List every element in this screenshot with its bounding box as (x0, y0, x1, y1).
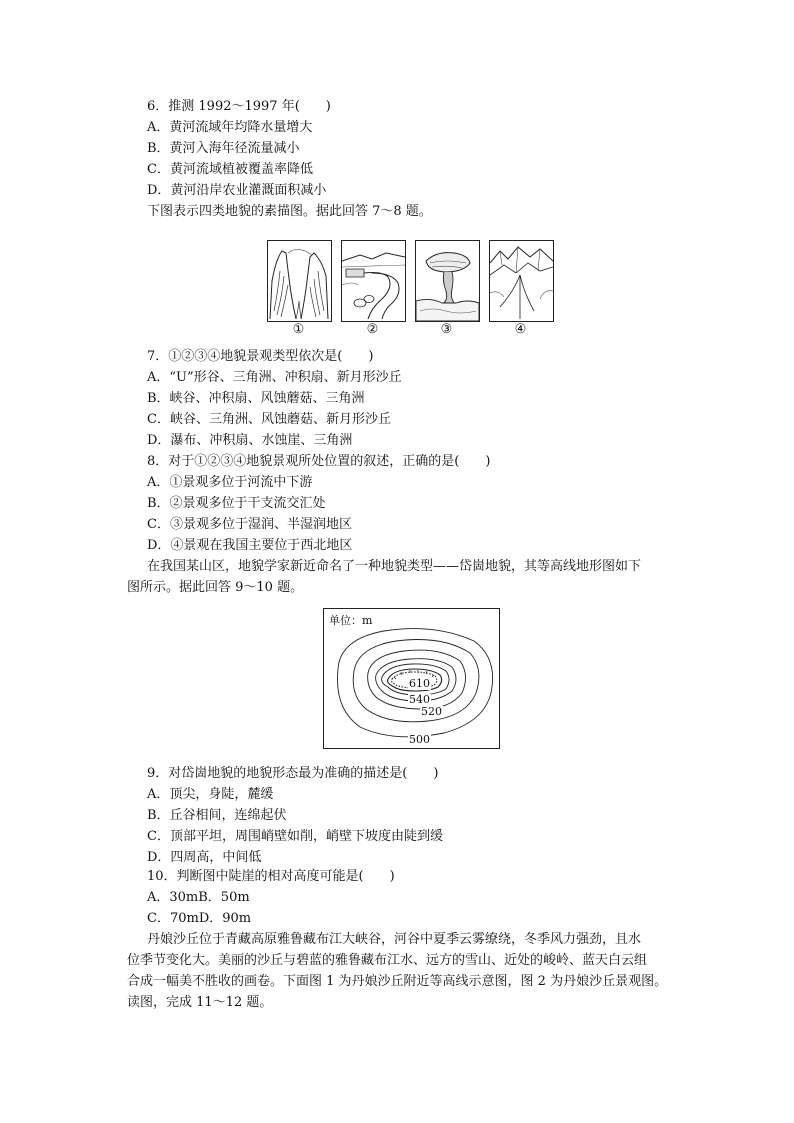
q8-stem: 8．对于①②③④地貌景观所处位置的叙述，正确的是( ) (147, 454, 491, 469)
sketch-alluvial-fan (341, 240, 406, 322)
q6-option-b: B．黄河入海年径流量减小 (147, 141, 300, 156)
passage-line2: 位季节变化大。美丽的沙丘与碧蓝的雅鲁藏布江水、远方的雪山、近处的峻岭、蓝天白云组 (127, 953, 648, 968)
passage-line1: 丹娘沙丘位于青藏高原雅鲁藏布江大峡谷，河谷中夏季云雾缭绕，冬季风力强劲，且水 (147, 932, 642, 947)
q7-option-c: C．峡谷、三角洲、风蚀蘑菇、新月形沙丘 (147, 412, 391, 427)
intro-7-8: 下图表示四类地貌的素描图。据此回答 7～8 题。 (147, 204, 432, 219)
q9-stem: 9．对岱崮地貌的地貌形态最为准确的描述是( ) (147, 766, 439, 781)
contour-map-figure (323, 608, 500, 749)
q7-option-b: B．峡谷、冲积扇、风蚀蘑菇、三角洲 (147, 391, 365, 406)
sketch-wind-mushroom (415, 240, 480, 322)
q8-option-c: C．③景观多位于湿润、半湿润地区 (147, 517, 352, 532)
q9-option-c: C．顶部平坦，周围峭壁如削，峭壁下坡度由陡到缓 (147, 829, 443, 844)
sketch-label-3: ③ (440, 322, 453, 337)
q10-stem: 10．判断图中陡崖的相对高度可能是( ) (147, 869, 395, 884)
passage-line4: 读图，完成 11～12 题。 (127, 995, 273, 1010)
contour-label-520: 520 (421, 705, 442, 718)
sketch-label-1: ① (292, 322, 305, 337)
contour-label-500: 500 (409, 733, 430, 746)
contour-unit-label: 单位：m (329, 614, 373, 627)
q7-option-d: D．瀑布、冲积扇、水蚀崖、三角洲 (147, 433, 353, 448)
q6-option-a: A．黄河流域年均降水量增大 (147, 120, 313, 135)
q6-stem: 6．推测 1992～1997 年( ) (147, 99, 331, 114)
q8-option-b: B．②景观多位于干支流交汇处 (147, 496, 326, 511)
q8-option-d: D．④景观在我国主要位于西北地区 (147, 538, 353, 553)
q6-option-d: D．黄河沿岸农业灌溉面积减小 (147, 183, 327, 198)
q7-option-a: A．“U”形谷、三角洲、冲积扇、新月形沙丘 (147, 370, 402, 385)
intro-9-10-line1: 在我国某山区，地貌学家新近命名了一种地貌类型——岱崮地貌，其等高线地形图如下 (147, 559, 642, 574)
q8-option-a: A．①景观多位于河流中下游 (147, 475, 313, 490)
q10-option-cd: C．70mD．90m (147, 911, 252, 926)
sketch-gorge (267, 240, 332, 322)
intro-9-10-line2: 图所示。据此回答 9～10 题。 (127, 580, 304, 595)
q6-option-c: C．黄河流域植被覆盖率降低 (147, 162, 313, 177)
contour-label-540: 540 (409, 693, 430, 706)
q7-stem: 7．①②③④地貌景观类型依次是( ) (147, 349, 374, 364)
q9-option-d: D．四周高，中间低 (147, 850, 262, 865)
passage-line3: 合成一幅美不胜收的画卷。下面图 1 为丹娘沙丘附近等高线示意图，图 2 为丹娘沙丘景观图。 (127, 974, 668, 989)
q9-option-a: A．顶尖，身陡，麓缓 (147, 787, 274, 802)
sketch-label-4: ④ (514, 322, 527, 337)
landform-sketches-figure (262, 240, 557, 340)
sketch-label-2: ② (366, 322, 379, 337)
contour-label-610: 610 (409, 677, 430, 690)
q10-option-ab: A．30mB．50m (147, 890, 250, 905)
sketch-delta (489, 240, 554, 322)
q9-option-b: B．丘谷相间，连绵起伏 (147, 808, 287, 823)
